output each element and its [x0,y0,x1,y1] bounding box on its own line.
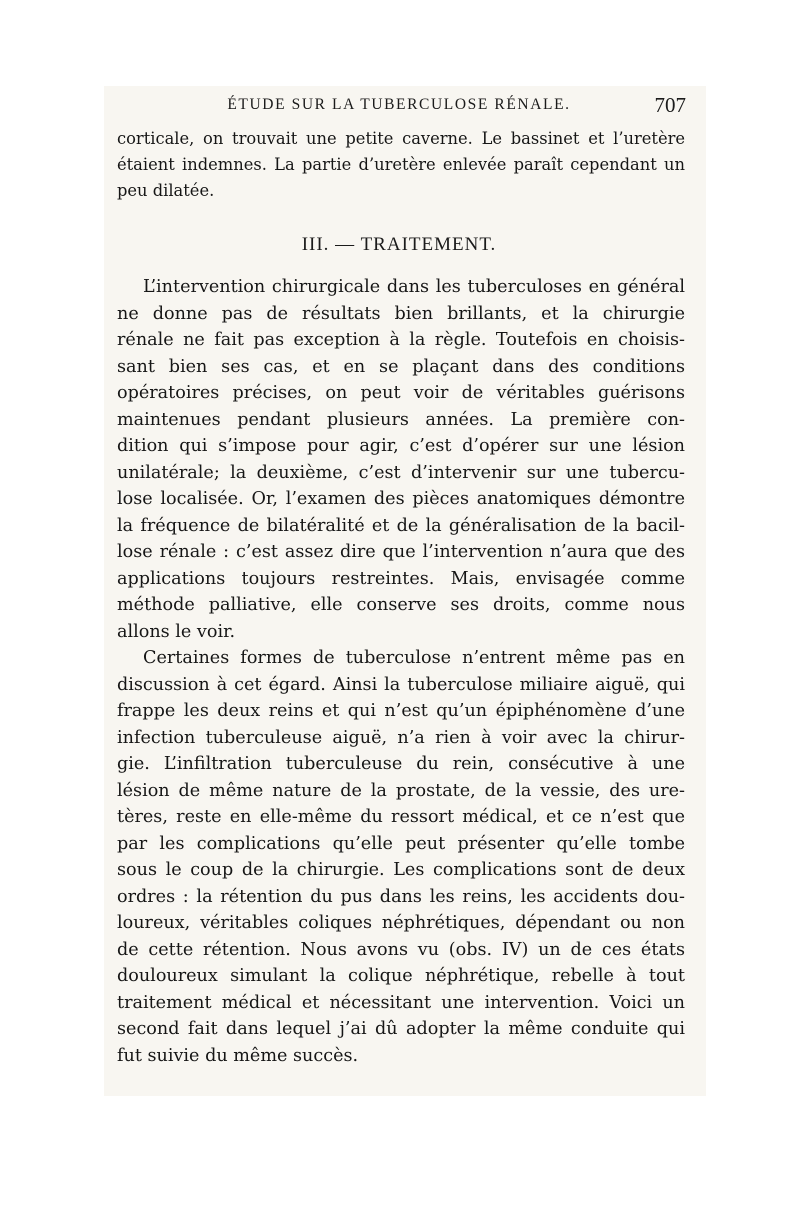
text-line: lose localisée. Or, l’examen des pièces anatomiques démontre [117,489,685,509]
text-line: méthode palliative, elle conserve ses droits, comme nous [117,595,685,615]
intro-paragraph [117,126,685,204]
body-text [117,274,685,1069]
text-line: unilatérale; la deuxième, c’est d’intervenir sur une tubercu- [117,462,685,483]
text-line: maintenues pendant plusieurs années. La première con- [117,409,685,430]
text-line: dition qui s’impose pour agir, c’est d’opérer sur une lésion [117,436,685,456]
text-line: allons le voir. [117,621,236,642]
text-line: la fréquence de bilatéralité et de la généralisation de la bacil- [117,515,685,536]
text-line: infection tuberculeuse aiguë, n’a rien à voir avec la chirur- [117,727,685,748]
text-line: étaient indemnes. La partie d’uretère enlevée paraît cependant un [117,155,685,174]
text-line: ne donne pas de résultats bien brillants, et la chirurgie [117,303,685,324]
text-line: lésion de même nature de la prostate, de la vessie, des ure- [117,780,685,801]
text-line: traitement médical et nécessitant une intervention. Voici un [117,992,685,1013]
text-line: applications toujours restreintes. Mais, envisagée comme [117,568,685,589]
text-line: loureux, véritables coliques néphrétiques, dépendant ou non [117,913,685,933]
text-line: sant bien ses cas, et en se plaçant dans des conditions [117,356,685,377]
text-line: peu dilatée. [117,181,215,200]
text-line: sous le coup de la chirurgie. Les complications sont de deux [117,860,685,880]
text-line: corticale, on trouvait une petite caverne. Le bassinet et l’uretère [117,129,685,148]
text-line: Certaines formes de tuberculose n’entrent même pas en [143,648,685,668]
paragraph-2 [117,645,685,1069]
text-line: de cette rétention. Nous avons vu (obs. IV) un de ces états [117,939,685,960]
paragraph-1 [117,274,685,645]
text-line: discussion à cet égard. Ainsi la tuberculose miliaire aiguë, qui [117,674,685,695]
text-line: par les complications qu’elle peut présenter qu’elle tombe [117,833,685,854]
text-line: frappe les deux reins et qui n’est qu’un épiphénomène d’une [117,701,685,721]
text-line: rénale ne fait pas exception à la règle. Toutefois en choisis- [117,330,685,350]
text-line: gie. L’infiltration tuberculeuse du rein, consécutive à une [117,754,685,774]
text-line: fut suivie du même succès. [117,1045,359,1066]
text-line: ordres : la rétention du pus dans les reins, les accidents dou- [117,886,685,907]
text-line: lose rénale : c’est assez dire que l’intervention n’aura que des [117,542,685,562]
running-title: ÉTUDE SUR LA TUBERCULOSE RÉNALE. [227,96,571,113]
text-line: douloureux simulant la colique néphrétique, rebelle à tout [117,966,685,986]
text-line: opératoires précises, on peut voir de véritables guérisons [117,383,685,403]
section-heading: III. — TRAITEMENT. [301,234,497,255]
text-line: tères, reste en elle-même du ressort médical, et ce n’est que [117,807,685,827]
text-line: second fait dans lequel j’ai dû adopter la même conduite qui [117,1019,685,1039]
page-number: 707 [654,93,686,117]
running-header [112,93,686,120]
text-line: L’intervention chirurgicale dans les tuberculoses en général [143,277,685,297]
